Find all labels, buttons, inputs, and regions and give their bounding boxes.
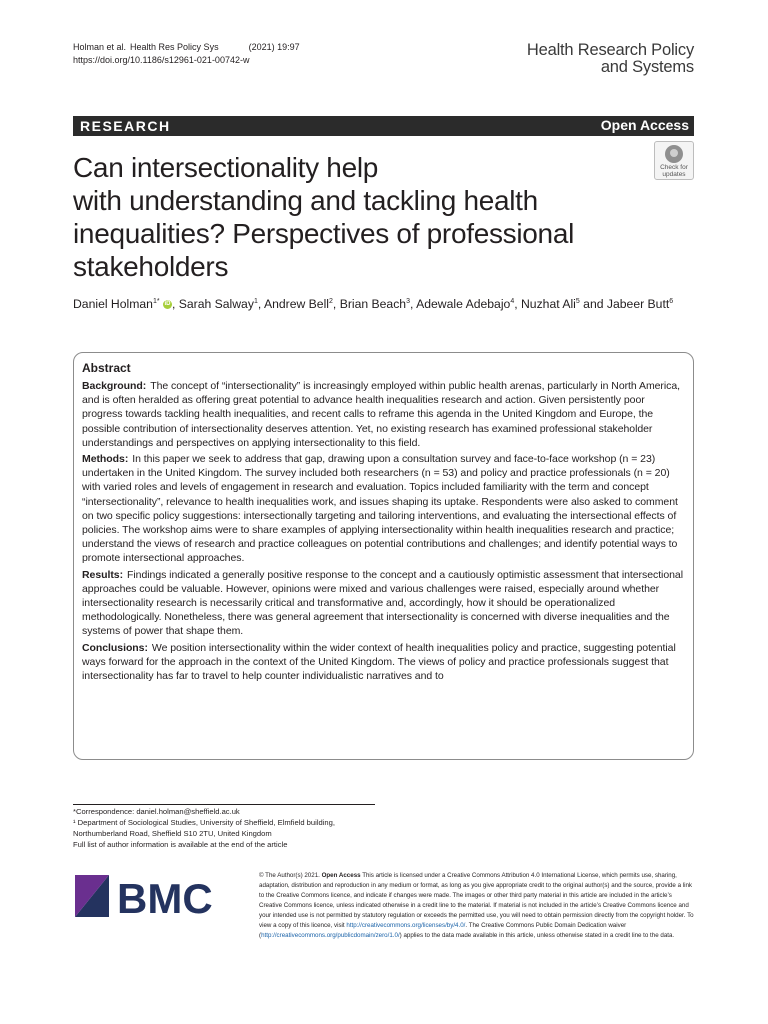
author-affiliation: 4 (510, 297, 515, 305)
abstract-methods (82, 452, 685, 566)
license-body: ) applies to the data made available in this article, unless otherwise stated in a credit line to the data. (399, 932, 675, 939)
orcid-icon[interactable]: iD (164, 301, 171, 308)
section-label: Background: (82, 380, 147, 392)
section-text: In this paper we seek to address that gap, drawing upon a consultation survey and face-to-face workshop (n = 23) undertaken in the United Kingdom. The survey included both researchers (n = 53) and policy and practice professionals (n = 20) with varied roles and levels of engagement in research and evaluation. Topics included familiarity with the term and concept “intersectionality”, relevance to health inequalities work, and issues shaping its uptake. Respondents were also asked to comment on two specific policy suggestions: intersectionally targeting and tailoring interventions, and evaluating the intersectional effects of policies. The workshop aims were to share examples of applying intersectionality within health inequalities research and practice; understand the views of research and practice colleagues on potential contributions and challenges; and identify potential ways to promote intersectional approaches. (82, 453, 678, 565)
title-line: stakeholders (73, 251, 229, 282)
license-text (259, 871, 696, 941)
author-name[interactable]: Sarah Salway (178, 297, 254, 311)
section-text: We position intersectionality within the wider context of health inequalities policy and practice, suggesting potential ways forward for the approach in the context of the United Kingdom. The views of policy and practice professionals suggest that intersectionality has far to travel to help counter individualistic narratives and to (82, 641, 676, 683)
correspondence-note[interactable]: *Correspondence: daniel.holman@sheffield.ac.uk (73, 807, 240, 816)
section-label: Methods: (82, 453, 129, 466)
citation-journal: Health Res Policy Sys (130, 42, 219, 52)
license-body: . The Creative Commons Public Domain Dedication waiver ( (259, 922, 627, 939)
citation-year-volume: (2021) 19:97 (248, 42, 300, 52)
abstract-conclusions (82, 641, 685, 684)
affiliation-note: ¹ Department of Sociological Studies, University of Sheffield, Elmfield building, Northumberland Road, Sheffield S10 2TU, United Kingdom (73, 818, 335, 838)
check-updates-line1: Check for (660, 164, 688, 171)
abstract-results (82, 568, 685, 639)
open-access-label: Open Access (593, 116, 694, 136)
bmc-logo (73, 869, 221, 921)
article-title (73, 151, 633, 283)
bmc-logo-mark (73, 869, 221, 921)
author-name[interactable]: Jabeer Butt (606, 297, 670, 311)
title-line: with understanding and tackling health (73, 185, 538, 216)
check-updates-icon (665, 145, 683, 163)
author-separator: , (171, 297, 179, 311)
author-separator: , (257, 297, 264, 311)
author-name[interactable]: Daniel Holman (73, 297, 153, 311)
article-type-label: RESEARCH (73, 116, 593, 136)
author-name[interactable]: Nuzhat Ali (521, 297, 576, 311)
section-label: Conclusions: (82, 641, 148, 654)
title-line: Can intersectionality help (73, 152, 379, 183)
check-for-updates-badge[interactable] (654, 141, 694, 180)
author-separator: , (514, 297, 521, 311)
abstract-background (82, 379, 685, 450)
author-separator: , (410, 297, 417, 311)
author-separator: and (579, 297, 607, 311)
abstract-box (73, 352, 694, 760)
section-text: Findings indicated a generally positive response to the concept and a cautiously optimistic assessment that intersectional approaches could be valuable. However, opinions were mixed and various challenges were raised, especially around whether intersectionality research is necessarily critical and transformative and, accordingly, how it should be operationalized methodologically. Nonetheless, there was general agreement that intersectionality is concerned with diverse inequalities and the systems of power that shape them. (82, 568, 683, 638)
author-affiliation: 6 (669, 297, 674, 305)
author-affiliation: 1 (253, 297, 258, 305)
cc-zero-link[interactable]: http://creativecommons.org/publicdomain/zero/1.0/ (261, 932, 400, 939)
author-affiliation: 5 (575, 297, 580, 305)
journal-name-line1: Health Research Policy (526, 41, 694, 59)
citation-line (73, 41, 304, 54)
license-body: This article is licensed under a Creative Commons Attribution 4.0 International License, which permits use, sharing, adaptation, distribution and reproduction in any medium or format, as long as you give appropriate credit to the original author(s) and the source, provide a link to the Creative Commons licence, and indicate if changes were made. The images or other third party material in this article are included in the article’s Creative Commons licence, unless indicated otherwise in a credit line to the material. If material is not included in the article’s Creative Commons licence and your intended use is not permitted by statutory regulation or exceeds the permitted use, you will need to obtain permission directly from the copyright holder. To view a copy of this licence, visit (259, 872, 694, 929)
author-list (73, 297, 713, 311)
citation-header (73, 41, 304, 67)
author-name[interactable]: Adewale Adebajo (416, 297, 511, 311)
author-affiliation: 2 (329, 297, 333, 305)
footnote-divider (73, 804, 375, 805)
abstract-heading: Abstract (82, 361, 131, 375)
footnotes (73, 806, 383, 850)
check-updates-line2: updates (662, 171, 686, 178)
article-type-bar (73, 116, 694, 136)
bmc-logo-text: BMC (117, 875, 213, 921)
author-affiliation: 3 (406, 297, 410, 305)
citation-authors: Holman et al. (73, 42, 127, 52)
full-list-note: Full list of author information is available at the end of the article (73, 840, 288, 849)
author-name[interactable]: Andrew Bell (263, 297, 329, 311)
copyright: © The Author(s) 2021. (259, 872, 320, 879)
journal-name-line2: and Systems (600, 58, 694, 76)
section-text: The concept of “intersectionality” is increasingly employed within public health arenas, particularly in North America, and is often heralded as offering great potential to advance health inequalities research and action. Given persistently poor progress towards tackling health inequalities, and recent calls to reframe this agenda in the United Kingdom and Europe, the possible contribution of intersectionality deserves attention. Yet, no existing research has examined professional stakeholder understandings and perspectives on applying intersectionality to this field. (82, 380, 681, 449)
cc-by-link[interactable]: http://creativecommons.org/licenses/by/4.0/ (346, 922, 466, 929)
title-line: inequalities? Perspectives of professional (73, 218, 575, 249)
author-separator: , (332, 297, 340, 311)
author-name[interactable]: Brian Beach (339, 297, 407, 311)
author-affiliation: 1* (152, 297, 160, 305)
license-oa-label: Open Access (321, 872, 361, 879)
journal-name (527, 42, 694, 76)
doi-link[interactable]: https://doi.org/10.1186/s12961-021-00742-w (73, 55, 250, 65)
section-label: Results: (82, 568, 124, 581)
